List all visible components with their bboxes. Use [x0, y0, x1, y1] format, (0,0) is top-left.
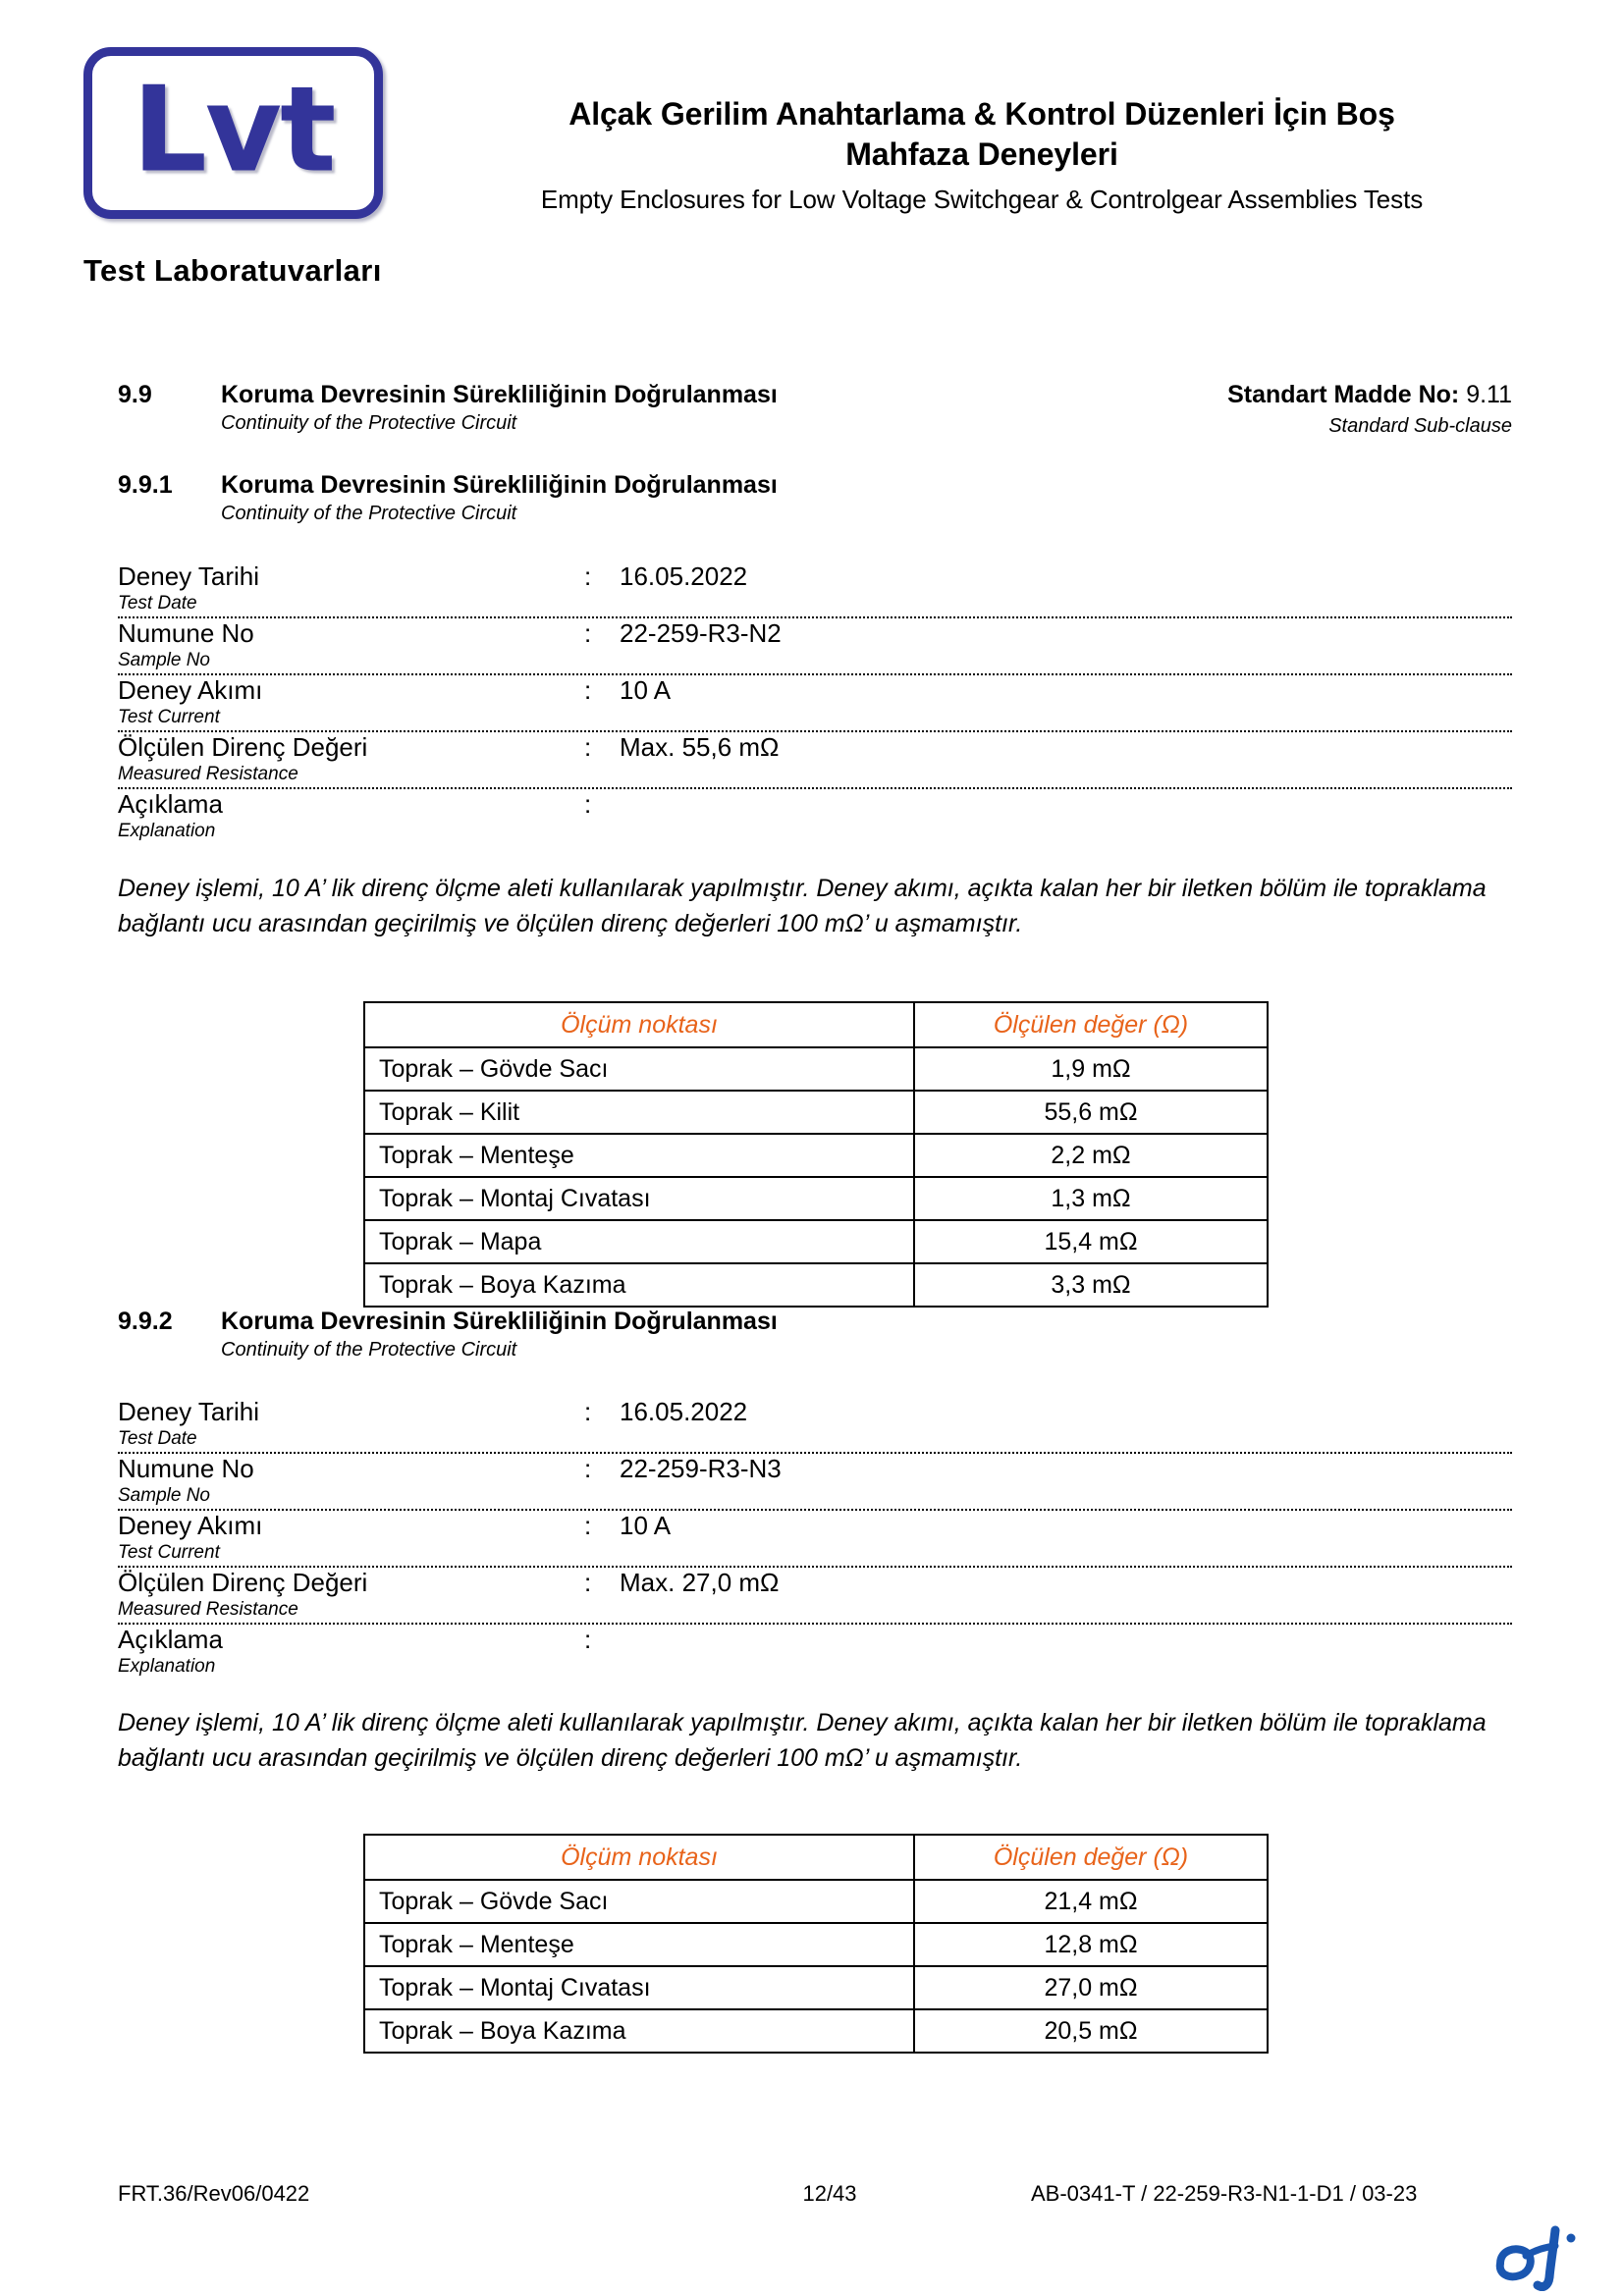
column-header-measurement-point: Ölçüm noktası [364, 1002, 914, 1047]
data-row [118, 675, 1512, 732]
table-row [364, 1880, 1268, 1923]
data-row-value: Max. 27,0 mΩ [620, 1568, 780, 1597]
data-row-label-en: Test Date [118, 1428, 197, 1449]
standard-subclause-en: Standard Sub-clause [1328, 415, 1512, 437]
section-title-en: Continuity of the Protective Circuit [221, 412, 517, 434]
data-row-label-en: Sample No [118, 1485, 210, 1506]
company-logo [83, 47, 407, 219]
explanation-paragraph-2: Deney işlemi, 10 A’ lik direnç ölçme aleti kullanılarak yapılmıştır. Deney akımı, açıkta kalan her bir iletken bölüm ile topraklama bağlantı ucu arasından geçirilmiş ve ölçülen direnç değerleri 100 mΩ’ u aşmamıştır. [118, 1709, 1487, 1772]
table-row [364, 1091, 1268, 1134]
data-row [118, 1568, 1512, 1625]
table-row [364, 1923, 1268, 1966]
data-row [118, 618, 1512, 675]
cell-measured-value: 1,3 mΩ [914, 1177, 1268, 1220]
column-header-measured-value: Ölçülen değer (Ω) [914, 1002, 1268, 1047]
footer-page-number: 12/43 [802, 2181, 857, 2206]
data-row-colon: : [584, 1568, 592, 1597]
cell-measurement-point: Toprak – Menteşe [364, 1923, 914, 1966]
data-row-label: Açıklama [118, 789, 223, 819]
data-row-colon: : [584, 675, 592, 705]
data-row-value: 22-259-R3-N3 [620, 1454, 782, 1483]
table-row [364, 1263, 1268, 1307]
standard-subclause-label: Standart Madde No: [1227, 381, 1460, 408]
laboratory-name: Test Laboratuvarları [83, 253, 382, 288]
subsection-number: 9.9.1 [118, 471, 173, 499]
cell-measurement-point: Toprak – Menteşe [364, 1134, 914, 1177]
cell-measurement-point: Toprak – Boya Kazıma [364, 2009, 914, 2053]
cell-measurement-point: Toprak – Montaj Cıvatası [364, 1177, 914, 1220]
page-header [0, 0, 1623, 314]
section-number: 9.9 [118, 381, 152, 408]
test-data-list-2 [118, 1397, 1512, 1682]
cell-measured-value: 20,5 mΩ [914, 2009, 1268, 2053]
data-row-label: Deney Tarihi [118, 1397, 260, 1426]
data-row-label: Numune No [118, 618, 254, 648]
logo-text: Lvt [132, 62, 335, 199]
data-row-label: Ölçülen Direnç Değeri [118, 732, 368, 762]
table-row [364, 1177, 1268, 1220]
section-heading-9-9-2 [118, 1308, 1512, 1362]
data-row-colon: : [584, 1625, 592, 1654]
cell-measurement-point: Toprak – Gövde Sacı [364, 1880, 914, 1923]
subsection-title-en: Continuity of the Protective Circuit [221, 1339, 517, 1361]
document-title-block [461, 94, 1502, 215]
data-row-label: Deney Akımı [118, 675, 263, 705]
subsection-title-en: Continuity of the Protective Circuit [221, 503, 517, 524]
table-row [364, 2009, 1268, 2053]
section-title-tr: Koruma Devresinin Sürekliliğinin Doğrulanması [221, 381, 778, 408]
measurement-table-2 [363, 1834, 1269, 2054]
data-row-value: 10 A [620, 675, 672, 705]
data-row-colon: : [584, 789, 592, 819]
data-row [118, 1511, 1512, 1568]
page-footer [118, 2181, 1512, 2207]
subsection-number: 9.9.2 [118, 1308, 173, 1335]
subsection-title-tr: Koruma Devresinin Sürekliliğinin Doğrulanması [221, 471, 778, 499]
data-row-value: 22-259-R3-N2 [620, 618, 782, 648]
footer-report-code: AB-0341-T / 22-259-R3-N1-1-D1 / 03-23 [1031, 2181, 1418, 2206]
data-row [118, 1397, 1512, 1454]
data-row-label-en: Explanation [118, 821, 216, 841]
cell-measured-value: 27,0 mΩ [914, 1966, 1268, 2009]
data-row-colon: : [584, 1454, 592, 1483]
page-title-line2: Mahfaza Deneyleri [845, 135, 1118, 172]
cell-measurement-point: Toprak – Mapa [364, 1220, 914, 1263]
cell-measured-value: 12,8 mΩ [914, 1923, 1268, 1966]
footer-form-code: FRT.36/Rev06/0422 [118, 2181, 310, 2206]
data-row-colon: : [584, 561, 592, 591]
explanation-paragraph-1: Deney işlemi, 10 A’ lik direnç ölçme aleti kullanılarak yapılmıştır. Deney akımı, açıkta kalan her bir iletken bölüm ile topraklama bağlantı ucu arasından geçirilmiş ve ölçülen direnç değerleri 100 mΩ’ u aşmamıştır. [118, 875, 1487, 937]
section-heading-9-9 [118, 381, 1512, 435]
data-row-label-en: Measured Resistance [118, 764, 298, 784]
data-row-value: 10 A [620, 1511, 672, 1540]
standard-subclause-value: 9.11 [1466, 381, 1512, 408]
data-row-label: Deney Tarihi [118, 561, 260, 591]
data-row [118, 1625, 1512, 1682]
cell-measured-value: 2,2 mΩ [914, 1134, 1268, 1177]
standard-subclause [1227, 381, 1512, 409]
section-heading-9-9-1 [118, 471, 1512, 525]
cell-measured-value: 3,3 mΩ [914, 1263, 1268, 1307]
cell-measurement-point: Toprak – Kilit [364, 1091, 914, 1134]
data-row-label-en: Sample No [118, 650, 210, 670]
data-row [118, 561, 1512, 618]
data-row-label-en: Test Date [118, 593, 197, 614]
table-row [364, 1047, 1268, 1091]
cell-measured-value: 21,4 mΩ [914, 1880, 1268, 1923]
data-row-value: 16.05.2022 [620, 1397, 748, 1426]
data-row-label-en: Measured Resistance [118, 1599, 298, 1620]
logo-frame [83, 47, 383, 219]
subsection-title-tr: Koruma Devresinin Sürekliliğinin Doğrulanması [221, 1308, 778, 1335]
cell-measurement-point: Toprak – Montaj Cıvatası [364, 1966, 914, 2009]
signature-logo-icon [1488, 2220, 1596, 2291]
page-title [461, 94, 1502, 175]
data-row [118, 789, 1512, 846]
column-header-measurement-point: Ölçüm noktası [364, 1835, 914, 1880]
data-row-colon: : [584, 1397, 592, 1426]
page-subtitle: Empty Enclosures for Low Voltage Switchgear & Controlgear Assemblies Tests [540, 184, 1424, 214]
table-row [364, 1220, 1268, 1263]
data-row [118, 1454, 1512, 1511]
cell-measured-value: 55,6 mΩ [914, 1091, 1268, 1134]
test-data-list-1 [118, 561, 1512, 846]
table-header-row [364, 1835, 1268, 1880]
data-row-label: Ölçülen Direnç Değeri [118, 1568, 368, 1597]
data-row-colon: : [584, 732, 592, 762]
page-title-line1: Alçak Gerilim Anahtarlama & Kontrol Düzenleri İçin Boş [568, 96, 1395, 132]
data-row-value: 16.05.2022 [620, 561, 748, 591]
cell-measurement-point: Toprak – Boya Kazıma [364, 1263, 914, 1307]
data-row-label-en: Explanation [118, 1656, 216, 1677]
data-row-value: Max. 55,6 mΩ [620, 732, 780, 762]
cell-measured-value: 1,9 mΩ [914, 1047, 1268, 1091]
data-row-label: Açıklama [118, 1625, 223, 1654]
cell-measured-value: 15,4 mΩ [914, 1220, 1268, 1263]
measurement-table-1 [363, 1001, 1269, 1308]
data-row-colon: : [584, 1511, 592, 1540]
data-row-label: Deney Akımı [118, 1511, 263, 1540]
table-row [364, 1134, 1268, 1177]
column-header-measured-value: Ölçülen değer (Ω) [914, 1835, 1268, 1880]
data-row-colon: : [584, 618, 592, 648]
data-row-label-en: Test Current [118, 707, 220, 727]
data-row-label-en: Test Current [118, 1542, 220, 1563]
cell-measurement-point: Toprak – Gövde Sacı [364, 1047, 914, 1091]
table-header-row [364, 1002, 1268, 1047]
data-row [118, 732, 1512, 789]
table-row [364, 1966, 1268, 2009]
data-row-label: Numune No [118, 1454, 254, 1483]
